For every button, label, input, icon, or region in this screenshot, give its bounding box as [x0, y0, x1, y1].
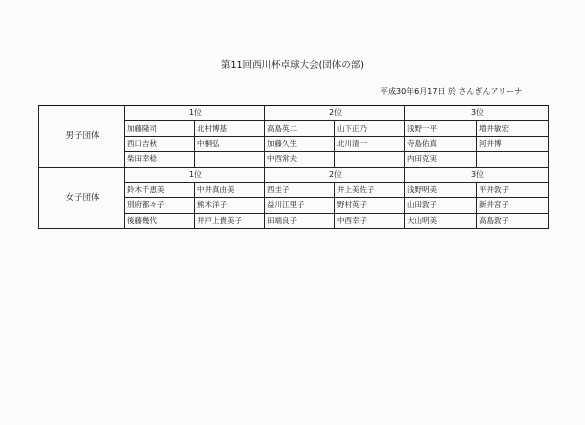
player-name: 西圭子 — [265, 182, 335, 197]
rank-header-row — [39, 167, 549, 182]
player-name: 別府都々子 — [125, 198, 195, 213]
player-name: 新井宮子 — [477, 198, 549, 213]
player-name: 高島敦子 — [477, 213, 549, 228]
player-name: 寺島佑真 — [405, 136, 477, 151]
rank-label: 2位 — [265, 167, 405, 182]
player-name: 山田敦子 — [405, 198, 477, 213]
category-label: 男子団体 — [39, 106, 125, 168]
player-name: 高島英二 — [265, 121, 335, 136]
player-name: 増井敏宏 — [477, 121, 549, 136]
player-name: 山下正乃 — [335, 121, 405, 136]
player-name: 浅野明美 — [405, 182, 477, 197]
rank-label: 2位 — [265, 106, 405, 121]
player-name: 平井敦子 — [477, 182, 549, 197]
player-name — [335, 152, 405, 167]
player-name: 野村英子 — [335, 198, 405, 213]
player-name: 田端良子 — [265, 213, 335, 228]
player-name: 北川清一 — [335, 136, 405, 151]
player-name: 鈴木千恵美 — [125, 182, 195, 197]
player-name — [195, 152, 265, 167]
player-name: 中西常夫 — [265, 152, 335, 167]
rank-label: 1位 — [125, 167, 265, 182]
rank-label: 3位 — [405, 106, 549, 121]
player-name: 後藤幾代 — [125, 213, 195, 228]
rank-label: 1位 — [125, 106, 265, 121]
player-name: 加藤久生 — [265, 136, 335, 151]
player-name: 益川江里子 — [265, 198, 335, 213]
player-name: 河井博 — [477, 136, 549, 151]
date-and-venue: 平成30年6月17日 於 さんぎんアリーナ — [380, 87, 523, 96]
player-name: 浅野一平 — [405, 121, 477, 136]
rank-header-row — [39, 106, 549, 121]
results-table — [38, 105, 549, 229]
player-name: 井上美佐子 — [335, 182, 405, 197]
player-name: 中井真由美 — [195, 182, 265, 197]
player-name: 井戸上貴美子 — [195, 213, 265, 228]
player-name: 中西幸子 — [335, 213, 405, 228]
player-name: 加藤隆司 — [125, 121, 195, 136]
category-label: 女子団体 — [39, 167, 125, 229]
player-name: 大山明美 — [405, 213, 477, 228]
rank-label: 3位 — [405, 167, 549, 182]
player-name — [477, 152, 549, 167]
player-name: 中桐弘 — [195, 136, 265, 151]
document-title: 第11回西川杯卓球大会(団体の部) — [220, 60, 364, 71]
player-name: 熊木洋子 — [195, 198, 265, 213]
player-name: 北村博基 — [195, 121, 265, 136]
player-name: 柴田幸稔 — [125, 152, 195, 167]
player-name: 西口吉秋 — [125, 136, 195, 151]
player-name: 内田克実 — [405, 152, 477, 167]
